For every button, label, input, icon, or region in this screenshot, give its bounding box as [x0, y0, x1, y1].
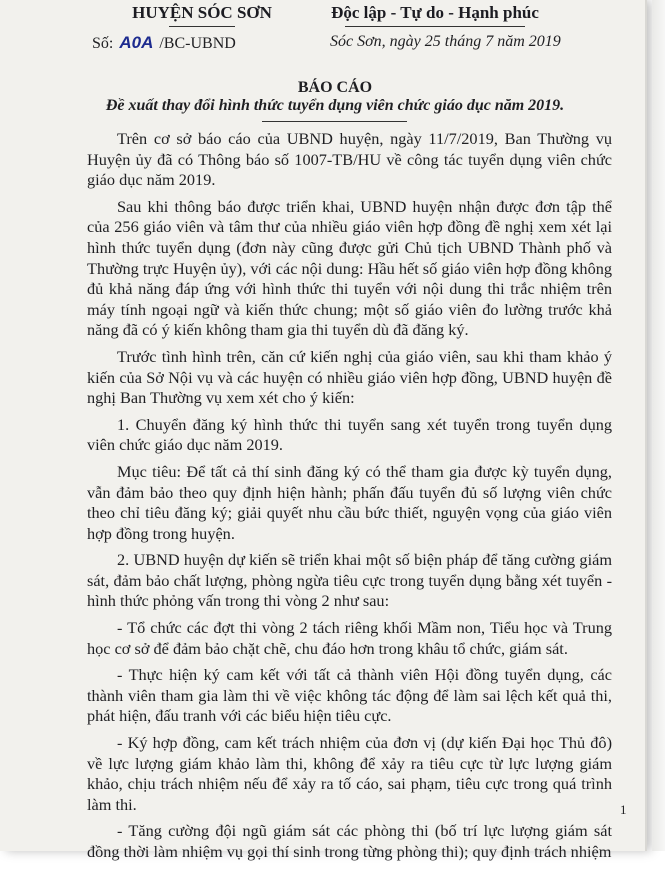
handwritten-number: A0A	[119, 33, 154, 52]
document-number	[92, 33, 236, 53]
authority-underline	[169, 26, 235, 27]
issuing-authority-block	[102, 3, 302, 27]
paragraph: Sau khi thông báo được triển khai, UBND huyện nhận được đơn tập thể của 256 giáo viên và tâm thư của nhiều giáo viên hợp đồng đề nghị xem xét lại hình thức tuyển dụng (đơn này cũng được gửi Chủ tịch UBND Thành phố và Thường trực Huyện ủy), với các nội dung: Hầu hết số giáo viên hợp đồng không đủ khả năng đáp ứng với hình thức thi tuyển với nội dung thi trắc nhiệm trên máy tính ngoại ngữ và kiến thức chung; một số giáo viên đo lường trước khả năng đã có ý kiến không tham gia thi tuyển dù đã đăng ký.	[87, 196, 612, 340]
motto-underline	[345, 26, 525, 27]
page-edge	[652, 0, 665, 851]
national-motto-block	[330, 3, 540, 27]
issuing-authority: HUYỆN SÓC SƠN	[132, 3, 272, 22]
paragraph: Trước tình hình trên, căn cứ kiến nghị của giáo viên, sau khi tham khảo ý kiến của Sở Nội vụ và các huyện có nhiều giáo viên hợp đồng, UBND huyện đề nghị Ban Thường vụ xem xét cho ý kiến:	[87, 346, 612, 408]
document-subtitle: Đề xuất thay đổi hình thức tuyển dụng viên chức giáo dục năm 2019.	[105, 97, 565, 114]
paragraph: - Tổ chức các đợt thi vòng 2 tách riêng khối Mầm non, Tiểu học và Trung học cơ sở để đảm bảo chặt chẽ, chu đáo hơn trong khâu tổ chức, giám sát.	[87, 618, 612, 658]
paragraph: - Tăng cường đội ngũ giám sát các phòng thi (bố trí lực lượng giám sát đồng thời làm nhiệm vụ gọi thí sinh trong từng phòng thi); quy định trách nhiệm	[87, 821, 612, 861]
document-title: BÁO CÁO	[297, 79, 373, 96]
document-body	[87, 129, 612, 869]
number-suffix: /BC-UBND	[159, 35, 236, 52]
paragraph: - Thực hiện ký cam kết với tất cả thành viên Hội đồng tuyển dụng, các thành viên tham gia làm thi về việc không tác động để làm sai lệch kết quả thi, phát hiện, đấu tranh với các biểu hiện tiêu cực.	[87, 665, 612, 726]
paragraph: Mục tiêu: Để tất cả thí sinh đăng ký có thể tham gia được kỳ tuyển dụng, vẫn đảm bảo theo quy định hiện hành; phấn đấu tuyển đủ số lượng viên chức theo chỉ tiêu đăng ký; giải quyết nhu cầu bức thiết, nguyện vọng của giáo viên hợp đồng trong huyện.	[87, 461, 612, 543]
paragraph: 1. Chuyển đăng ký hình thức thi tuyển sang xét tuyển trong tuyển dụng viên chức giáo dục năm 2019.	[87, 414, 612, 455]
place-date: Sóc Sơn, ngày 25 tháng 7 năm 2019	[330, 33, 561, 50]
subtitle-divider	[262, 121, 407, 122]
national-motto: Độc lập - Tự do - Hạnh phúc	[331, 3, 539, 22]
number-prefix: Số:	[92, 35, 114, 52]
page-number: 1	[620, 802, 627, 817]
paragraph: - Ký hợp đồng, cam kết trách nhiệm của đơn vị (dự kiến Đại học Thủ đô) về lực lượng giám khảo làm thi, không để xảy ra tiêu cực từ lực lượng giám khảo, chịu trách nhiệm nếu để xảy ra tố cáo, sai phạm, tiêu cực trong quá trình làm thi.	[87, 733, 612, 814]
paragraph: 2. UBND huyện dự kiến sẽ triển khai một số biện pháp để tăng cường giám sát, đảm bảo chất lượng, phòng ngừa tiêu cực trong tuyển dụng bằng xét tuyển - hình thức phỏng vấn trong thi vòng 2 như sau:	[87, 550, 612, 611]
paragraph: Trên cơ sở báo cáo của UBND huyện, ngày 11/7/2019, Ban Thường vụ Huyện ủy đã có Thông báo số 1007-TB/HU về công tác tuyển dụng viên chức giáo dục năm 2019.	[87, 129, 612, 190]
